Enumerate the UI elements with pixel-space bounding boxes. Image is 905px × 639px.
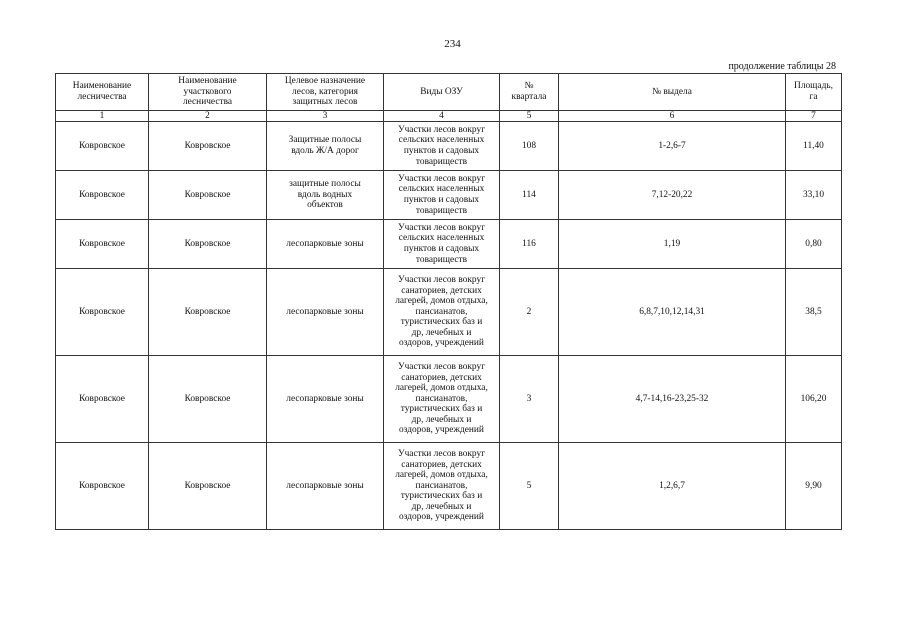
cell-purpose: лесопарковые зоны [267,269,384,356]
table-row [56,171,842,220]
column-number: 3 [267,111,384,122]
cell-quarter: 2 [500,269,559,356]
cell-district: Ковровское [149,443,267,530]
header-plot: № выдела [559,74,786,111]
forest-areas-table [55,73,842,530]
column-number: 7 [786,111,842,122]
cell-ozu: Участки лесов вокруг санаториев, детских лагерей, домов отдыха, пансианатов, туристических баз и др, лечебных и оздоров, учреждений [384,269,500,356]
cell-quarter: 3 [500,356,559,443]
cell-district: Ковровское [149,269,267,356]
cell-quarter: 108 [500,122,559,171]
cell-area: 106,20 [786,356,842,443]
cell-plots: 6,8,7,10,12,14,31 [559,269,786,356]
column-number: 6 [559,111,786,122]
cell-area: 0,80 [786,220,842,269]
cell-district: Ковровское [149,220,267,269]
column-number: 1 [56,111,149,122]
header-quarter: № квартала [500,74,559,111]
cell-quarter: 5 [500,443,559,530]
cell-ozu: Участки лесов вокруг санаториев, детских лагерей, домов отдыха, пансианатов, туристических баз и др, лечебных и оздоров, учреждений [384,356,500,443]
cell-plots: 1,2,6,7 [559,443,786,530]
cell-quarter: 114 [500,171,559,220]
cell-district: Ковровское [149,122,267,171]
cell-area: 38,5 [786,269,842,356]
cell-district: Ковровское [149,171,267,220]
cell-forestry: Ковровское [56,171,149,220]
cell-area: 33,10 [786,171,842,220]
table-header-row [56,74,842,111]
cell-forestry: Ковровское [56,220,149,269]
table-row [56,443,842,530]
cell-purpose: защитные полосы вдоль водных объектов [267,171,384,220]
cell-plots: 4,7-14,16-23,25-32 [559,356,786,443]
table-continuation-note: продолжение таблицы 28 [728,61,836,72]
header-forestry: Наименование лесничества [56,74,149,111]
cell-ozu: Участки лесов вокруг сельских населенных пунктов и садовых товариществ [384,122,500,171]
header-ozu-type: Виды ОЗУ [384,74,500,111]
column-number: 2 [149,111,267,122]
header-area: Площадь, га [786,74,842,111]
column-number: 5 [500,111,559,122]
cell-forestry: Ковровское [56,356,149,443]
cell-purpose: лесопарковые зоны [267,443,384,530]
cell-purpose: лесопарковые зоны [267,356,384,443]
cell-forestry: Ковровское [56,269,149,356]
cell-ozu: Участки лесов вокруг сельских населенных пунктов и садовых товариществ [384,171,500,220]
cell-plots: 7,12-20,22 [559,171,786,220]
table-row [56,269,842,356]
cell-forestry: Ковровское [56,122,149,171]
cell-quarter: 116 [500,220,559,269]
cell-ozu: Участки лесов вокруг санаториев, детских лагерей, домов отдыха, пансианатов, туристических баз и др, лечебных и оздоров, учреждений [384,443,500,530]
table-row [56,220,842,269]
cell-area: 9,90 [786,443,842,530]
header-purpose: Целевое назначение лесов, категория защитных лесов [267,74,384,111]
cell-plots: 1,19 [559,220,786,269]
header-district-forestry: Наименование участкового лесничества [149,74,267,111]
cell-area: 11,40 [786,122,842,171]
page-number: 234 [444,38,461,50]
cell-forestry: Ковровское [56,443,149,530]
cell-plots: 1-2,6-7 [559,122,786,171]
cell-purpose: Защитные полосы вдоль Ж/А дорог [267,122,384,171]
table-row [56,356,842,443]
cell-ozu: Участки лесов вокруг сельских населенных пунктов и садовых товариществ [384,220,500,269]
cell-district: Ковровское [149,356,267,443]
cell-purpose: лесопарковые зоны [267,220,384,269]
column-number: 4 [384,111,500,122]
column-number-row [56,111,842,122]
table-row [56,122,842,171]
